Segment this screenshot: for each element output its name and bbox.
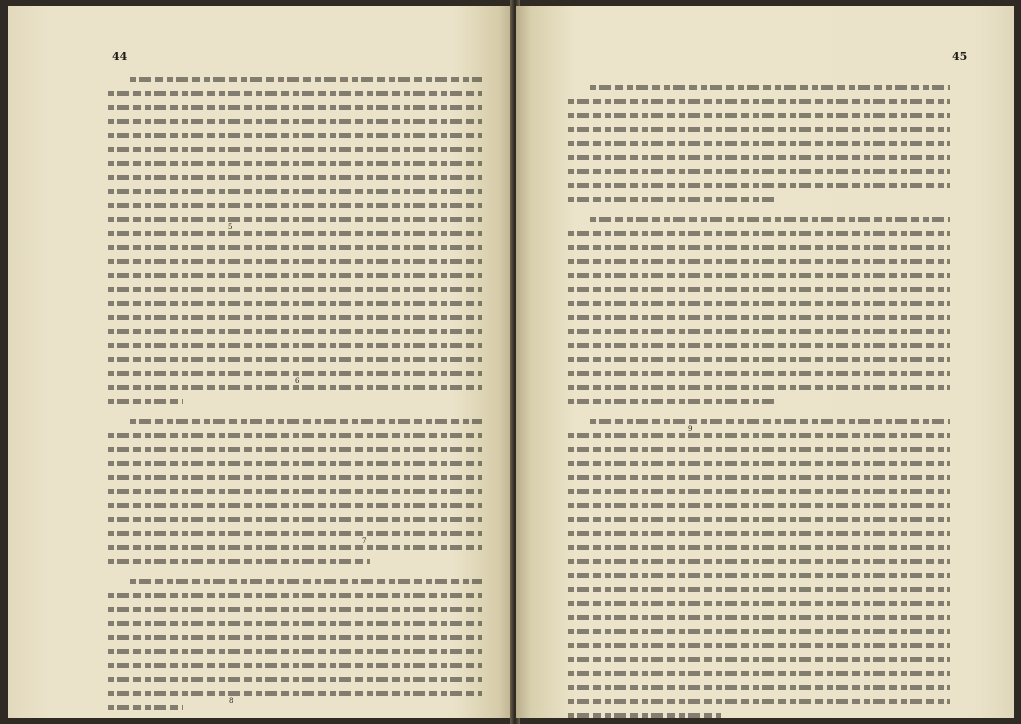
text-line <box>108 156 482 170</box>
text-line <box>568 442 950 456</box>
text-line <box>568 708 950 718</box>
text-line <box>108 697 482 714</box>
text-line <box>568 254 950 268</box>
left-paragraph <box>108 414 482 568</box>
text-line <box>568 484 950 498</box>
text-line <box>568 680 950 694</box>
text-line <box>108 644 482 658</box>
text-line <box>108 394 482 408</box>
text-line <box>568 652 950 666</box>
text-line <box>568 150 950 164</box>
text-line <box>108 428 482 442</box>
text-line <box>568 192 950 206</box>
text-line <box>108 512 482 526</box>
text-line <box>108 377 482 394</box>
right-page-text <box>568 80 950 718</box>
text-line <box>568 324 950 338</box>
left-page <box>8 6 514 718</box>
text-line <box>108 602 482 616</box>
text-line <box>108 484 482 498</box>
text-line <box>108 537 482 554</box>
text-line <box>568 414 950 428</box>
text-line <box>568 338 950 352</box>
text-line <box>108 223 482 240</box>
text-line <box>568 178 950 192</box>
text-line <box>568 108 950 122</box>
text-line <box>108 198 482 212</box>
text-line <box>108 310 482 324</box>
footnote-marker: 9 <box>688 425 693 433</box>
right-paragraph <box>568 80 950 206</box>
text-line <box>108 282 482 296</box>
text-line <box>568 526 950 540</box>
text-line <box>568 610 950 624</box>
text-line <box>108 142 482 156</box>
text-line <box>108 254 482 268</box>
text-line <box>568 582 950 596</box>
text-line <box>568 425 950 442</box>
text-line <box>568 352 950 366</box>
text-line <box>568 638 950 652</box>
text-line <box>108 658 482 672</box>
text-line <box>568 624 950 638</box>
left-page-text <box>108 72 482 718</box>
text-line <box>108 240 482 254</box>
text-line <box>568 694 950 708</box>
text-line <box>108 588 482 602</box>
text-line <box>108 114 482 128</box>
text-line <box>568 226 950 240</box>
text-line <box>108 128 482 142</box>
text-line <box>568 470 950 484</box>
text-line <box>108 184 482 198</box>
footnote-marker: 5 <box>228 223 233 231</box>
text-line <box>568 94 950 108</box>
text-line <box>108 470 482 484</box>
text-line <box>568 380 950 394</box>
text-line <box>568 80 950 94</box>
text-line <box>108 574 482 588</box>
right-page <box>516 6 1014 718</box>
text-line <box>108 72 482 86</box>
text-line <box>108 352 482 366</box>
text-line <box>108 100 482 114</box>
text-line <box>108 498 482 512</box>
text-line <box>568 310 950 324</box>
text-line <box>568 568 950 582</box>
text-line <box>568 282 950 296</box>
text-line <box>568 394 950 408</box>
text-line <box>568 164 950 178</box>
text-line <box>568 540 950 554</box>
text-line <box>108 338 482 352</box>
text-line <box>568 366 950 380</box>
text-line <box>108 86 482 100</box>
left-paragraph <box>108 574 482 714</box>
text-line <box>108 324 482 338</box>
text-line <box>568 498 950 512</box>
text-line <box>108 456 482 470</box>
footnote-marker: 8 <box>229 697 234 705</box>
footnote-marker: 7 <box>362 537 367 545</box>
text-line <box>108 414 482 428</box>
text-line <box>568 666 950 680</box>
text-line <box>568 268 950 282</box>
text-line <box>568 122 950 136</box>
text-line <box>108 268 482 282</box>
text-line <box>568 456 950 470</box>
text-line <box>568 554 950 568</box>
text-line <box>108 296 482 310</box>
text-line <box>568 240 950 254</box>
text-line <box>108 630 482 644</box>
text-line <box>108 672 482 686</box>
text-line <box>108 616 482 630</box>
right-page-number: 45 <box>952 50 968 63</box>
text-line <box>108 170 482 184</box>
left-paragraph <box>108 72 482 408</box>
text-line <box>108 526 482 540</box>
text-line <box>108 686 482 700</box>
right-paragraph <box>568 414 950 718</box>
text-line <box>568 296 950 310</box>
text-line <box>568 136 950 150</box>
footnote-marker: 6 <box>295 377 300 385</box>
text-line <box>108 442 482 456</box>
text-line <box>568 212 950 226</box>
text-line <box>568 596 950 610</box>
left-page-number: 44 <box>112 50 128 63</box>
text-line <box>108 554 482 568</box>
text-line <box>568 512 950 526</box>
text-line <box>108 212 482 226</box>
right-paragraph <box>568 212 950 408</box>
